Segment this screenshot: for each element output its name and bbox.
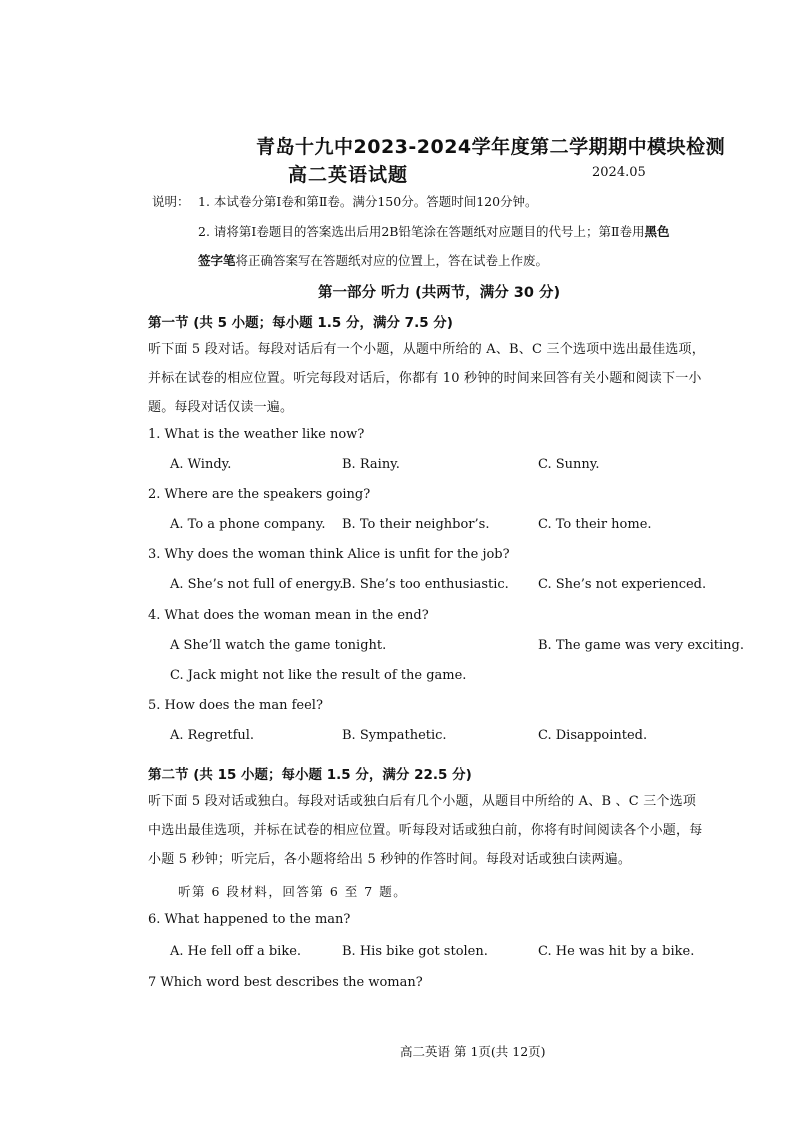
- option-a: A. Regretful.: [170, 728, 255, 743]
- option-a: A She’ll watch the game tonight.: [170, 638, 387, 653]
- option-a: A. To a phone company.: [170, 517, 326, 532]
- question-5: 5. How does the man feel?: [148, 698, 323, 713]
- note-line-2: [198, 219, 670, 245]
- note-line-3-bold: 签字笔: [198, 253, 236, 268]
- option-a: A. Windy.: [170, 457, 232, 472]
- page-subtitle: 高二英语试题: [288, 164, 409, 186]
- question-3: 3. Why does the woman think Alice is unfit for the job?: [148, 547, 510, 562]
- note-line-1: 1. 本试卷分第Ⅰ卷和第Ⅱ卷。满分150分。答题时间120分钟。: [198, 194, 538, 209]
- note-line-2-text: 2. 请将第Ⅰ卷题目的答案选出后用2B铅笔涂在答题纸对应题目的代号上；第Ⅱ卷用: [198, 224, 645, 239]
- option-c: C. He was hit by a bike.: [538, 944, 695, 959]
- section-1-instruction-line: 并标在试卷的相应位置。听完每段对话后，你都有 10 秒钟的时间来回答有关小题和阅读下一小: [148, 371, 702, 386]
- section-2-instruction-line: 小题 5 秒钟；听完后，各小题将给出 5 秒钟的作答时间。每段对话或独白读两遍。: [148, 852, 632, 867]
- option-c: C. She’s not experienced.: [538, 577, 707, 592]
- question-7: 7 Which word best describes the woman?: [148, 975, 423, 990]
- page-footer: 高二英语 第 1页(共 12页): [400, 1044, 546, 1059]
- question-2: 2. Where are the speakers going?: [148, 487, 371, 502]
- option-b: B. She’s too enthusiastic.: [342, 577, 509, 592]
- section-2-instruction-line: 听下面 5 段对话或独白。每段对话或独白后有几个小题，从题目中所给的 A、B 、C 三个选项: [148, 794, 697, 809]
- note-line-3: [198, 248, 548, 274]
- option-a: A. She’s not full of energy.: [170, 577, 344, 592]
- option-c: C. Disappointed.: [538, 728, 648, 743]
- option-b: B. The game was very exciting.: [538, 638, 744, 653]
- option-c: C. Sunny.: [538, 457, 600, 472]
- note-line-2-bold: 黑色: [644, 224, 670, 239]
- question-4: 4. What does the woman mean in the end?: [148, 608, 429, 623]
- option-c: C. To their home.: [538, 517, 652, 532]
- option-c: C. Jack might not like the result of the game.: [170, 668, 467, 683]
- page-title: 青岛十九中2023-2024学年度第二学期期中模块检测: [256, 136, 726, 158]
- option-b: B. Rainy.: [342, 457, 400, 472]
- notes-label: 说明：: [152, 194, 190, 209]
- question-6: 6. What happened to the man?: [148, 912, 351, 927]
- section-1-title: 第一节 (共 5 小题；每小题 1.5 分，满分 7.5 分): [148, 315, 453, 331]
- subsection-instruction: 听第 6 段材料，回答第 6 至 7 题。: [178, 884, 408, 899]
- part-1-title: 第一部分 听力 (共两节，满分 30 分): [318, 285, 561, 301]
- exam-date: 2024.05: [592, 165, 646, 180]
- question-1: 1. What is the weather like now?: [148, 427, 365, 442]
- section-2-instruction-line: 中选出最佳选项，并标在试卷的相应位置。听每段对话或独白前，你将有时间阅读各个小题，每: [148, 823, 703, 838]
- section-1-instruction-line: 题。每段对话仅读一遍。: [148, 400, 294, 415]
- section-2-title: 第二节 (共 15 小题；每小题 1.5 分，满分 22.5 分): [148, 767, 472, 783]
- option-b: B. Sympathetic.: [342, 728, 447, 743]
- note-line-3-text: 将正确答案写在答题纸对应的位置上，答在试卷上作废。: [235, 253, 549, 268]
- option-b: B. To their neighbor’s.: [342, 517, 490, 532]
- option-b: B. His bike got stolen.: [342, 944, 488, 959]
- option-a: A. He fell off a bike.: [170, 944, 302, 959]
- section-1-instruction-line: 听下面 5 段对话。每段对话后有一个小题，从题中所给的 A、B、C 三个选项中选出最佳选项，: [148, 342, 705, 357]
